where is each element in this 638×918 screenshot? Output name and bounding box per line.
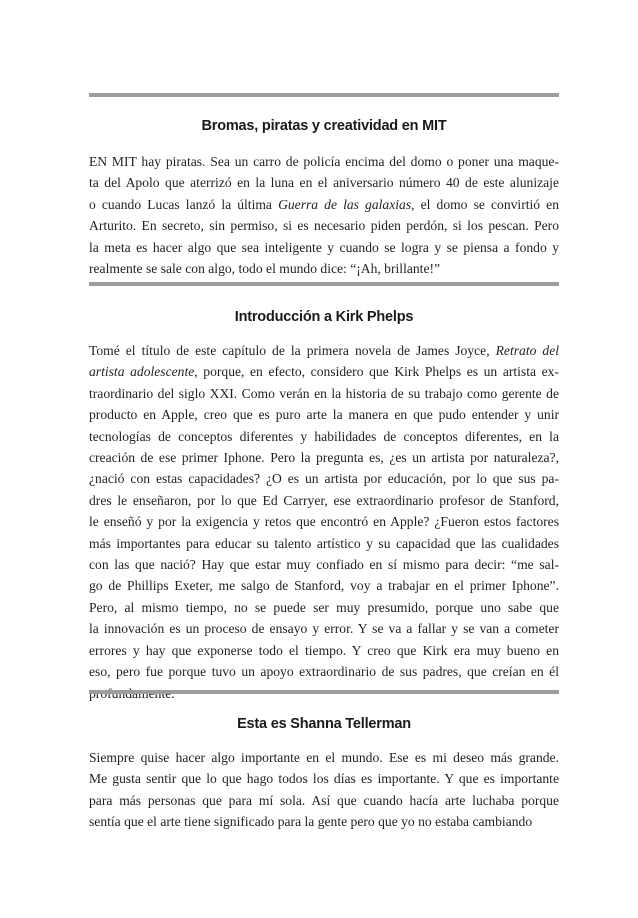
text-line xyxy=(89,194,559,215)
text-line xyxy=(89,404,559,425)
section-body-shanna-tellerman xyxy=(89,747,559,833)
line-text: sentía que el arte tiene significado para la gente pero que yo no estaba cambiando xyxy=(89,814,533,830)
line-text: tecnologías de conceptos diferentes y habilidades de conceptos diferentes, en la xyxy=(89,428,559,444)
text-line xyxy=(89,768,559,789)
text-line xyxy=(89,172,559,193)
line-text: la innovación es un proceso de ensayo y error. Y se va a fallar y se van a cometer xyxy=(89,621,559,637)
line-text: eso, pero fue porque tuvo un apoyo extraordinario de sus padres, que creían en él xyxy=(89,664,559,680)
italic-title: artista adolescente xyxy=(89,364,195,380)
line-text: producto en Apple, creo que es puro arte la manera en que pudo entender y unir xyxy=(89,407,559,423)
text-line xyxy=(89,747,559,768)
line-text: Arturito. En secreto, sin permiso, si es necesario piden perdón, si los pescan. Pero xyxy=(89,218,559,234)
text-line xyxy=(89,597,559,618)
text-line xyxy=(89,426,559,447)
text-line xyxy=(89,447,559,468)
line-text: o cuando Lucas lanzó la última xyxy=(89,196,279,212)
line-text: dres le enseñaron, por lo que Ed Carryer, ese extraordinario profesor de Stanford, xyxy=(89,492,559,508)
section-heading-bromas: Bromas, piratas y creatividad en MIT xyxy=(201,118,447,134)
text-line xyxy=(89,151,559,172)
text-line xyxy=(89,575,559,596)
section-body-bromas xyxy=(89,151,559,279)
text-line xyxy=(89,554,559,575)
line-text: Tomé el título de este capítulo de la primera novela de James Joyce, xyxy=(89,343,496,358)
line-text: , porque, en efecto, considero que Kirk Phelps es un artista ex- xyxy=(194,364,559,380)
line-text: traordinario del siglo XXI. Como verán en la historia de su trabajo como gerente de xyxy=(89,385,559,401)
text-line xyxy=(89,258,559,279)
text-line xyxy=(89,618,559,639)
line-text: go de Phillips Exeter, me salgo de Stanford, voy a trabajar en el primer Iphone”. xyxy=(89,578,559,594)
text-line xyxy=(89,383,559,404)
text-line xyxy=(89,511,559,532)
section-divider xyxy=(89,93,559,97)
text-line xyxy=(89,533,559,554)
line-text: ta del Apolo que aterrizó en la luna en el aniversario número 40 de este alunizaje xyxy=(89,175,559,191)
text-line xyxy=(89,661,559,682)
text-line xyxy=(89,361,559,382)
text-line xyxy=(89,640,559,661)
line-text: EN MIT hay piratas. Sea un carro de policía encima del domo o poner una maque- xyxy=(89,154,559,169)
italic-title: Guerra de las galaxias xyxy=(278,196,412,212)
text-line xyxy=(89,340,559,361)
line-text: Me gusta sentir que lo que hago todos los días es importante. Y que es importante xyxy=(89,771,559,787)
line-text: Pero, al mismo tiempo, no se puede ser muy presumido, porque uno sabe que xyxy=(89,599,559,615)
text-line xyxy=(89,468,559,489)
text-line xyxy=(89,811,559,832)
line-text: le enseñó y por la exigencia y retos que encontró en Apple? ¿Fueron estos factores xyxy=(89,514,559,530)
line-text: , el domo se convirtió en xyxy=(411,196,559,212)
line-text: la meta es hacer algo que sea inteligente y cuando se logra y se piensa a fondo y xyxy=(89,239,559,255)
section-divider xyxy=(89,282,559,286)
italic-title: Retrato del xyxy=(495,343,560,358)
section-heading-kirk-phelps: Introducción a Kirk Phelps xyxy=(234,309,414,325)
line-text: Siempre quise hacer algo importante en el mundo. Ese es mi deseo más grande. xyxy=(89,750,559,765)
line-text: realmente se sale con algo, todo el mundo dice: “¡Ah, brillante!” xyxy=(89,261,441,277)
section-divider xyxy=(89,690,559,694)
section-heading-shanna-tellerman: Esta es Shanna Tellerman xyxy=(237,716,411,732)
line-text: con las que nació? Hay que estar muy confiado en sí mismo para decir: “me sal- xyxy=(89,557,559,573)
text-line xyxy=(89,490,559,511)
line-text: creación de ese primer Iphone. Pero la pregunta es, ¿es un artista por naturaleza?, xyxy=(89,450,559,466)
line-text: más importantes para educar su talento artístico y su capacidad que las cualidades xyxy=(89,535,559,551)
line-text: errores y hay que exponerse todo el tiempo. Y creo que Kirk era muy bueno en xyxy=(89,642,559,658)
text-line xyxy=(89,215,559,236)
text-line xyxy=(89,790,559,811)
line-text: ¿nació con estas capacidades? ¿O es un artista por educación, por lo que sus pa- xyxy=(89,471,559,487)
line-text: para más personas que para mí sola. Así que cuando hacía arte luchaba porque xyxy=(89,792,559,808)
section-body-kirk-phelps xyxy=(89,340,559,704)
text-line xyxy=(89,237,559,258)
